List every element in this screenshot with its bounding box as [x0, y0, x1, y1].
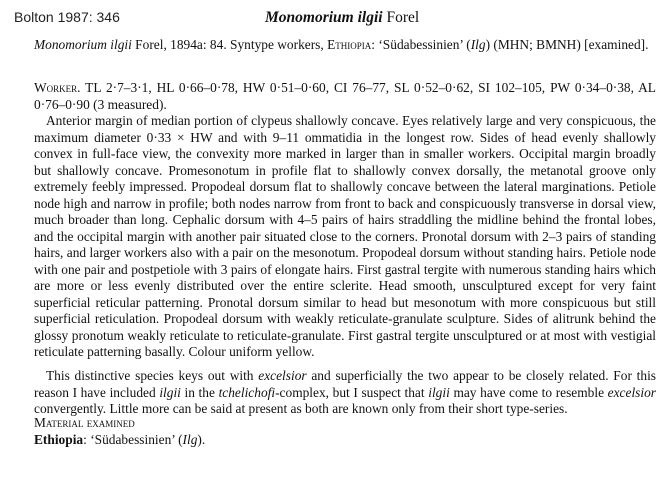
material-section — [34, 415, 656, 448]
discussion-excelsior-1: excelsior — [258, 368, 307, 383]
taxon-author: Forel — [386, 9, 420, 26]
citation-collector: Ilg — [470, 37, 486, 52]
worker-section — [34, 80, 656, 361]
material-locality: : ‘Südabessinien’ ( — [83, 431, 183, 447]
discussion-paragraph — [34, 368, 656, 418]
citation-name: Monomorium ilgii — [34, 37, 132, 52]
citation-locality: : ‘Südabessinien’ ( — [371, 37, 471, 52]
worker-description: Anterior margin of median portion of clypeus shallowly concave. Eyes relatively large and very conspicuous, the maximum diameter 0·33 × HW and with 9–11 ommatidia in the longest row. Sides of head evenly shallowly convex in full-face view, the convexity more marked in larger than in smaller workers. Occipital margin broadly but shallowly concave. Promesonotum in profile flat to shallowly convex dorsally, the metanotal groove only extremely feebly impressed. Propodeal dorsum flat to shallowly concave between the lateral marginations. Petiole node high and narrow in profile; both nodes narrow from front to back and conspicuously transverse in dorsal view, much broader than long. Cephalic dorsum with 4–5 pairs of hairs straddling the midline behind the frontal lobes, and the occipital margin with another pair situated close to the corners. Pronotal dorsum with 2–3 pairs of standing hairs, and larger workers also with a pair on the mesonotum. Propodeal dorsum without standing hairs. Petiole node with one pair and postpetiole with 3 pairs of elongate hairs. First gastral tergite with numerous standing hairs which are more or less evenly distributed over the entire sclerite. Head smooth, unsculptured except for very faint superficial reticular patterning. Pronotal dorsum similar to head but mesonotum with more conspicuous but still superficial reticulation. Propodeal dorsum with weakly reticulate-granulate sculpture. Sides of alitrunk behind the glossy pronotum weakly reticulate to reticulate-granulate. First gastral tergite unsculptured or at most with vestigial reticulate patterning basally. Colour uniform yellow. — [34, 113, 656, 359]
discussion-ilgii-2: ilgii — [428, 384, 450, 400]
worker-label: Worker — [34, 80, 78, 95]
citation-paragraph — [34, 37, 656, 54]
taxon-title — [265, 9, 419, 27]
citation-tail: ) (MHN; BMNH) [examined]. — [485, 37, 649, 52]
material-country: Ethiopia — [34, 431, 84, 447]
citation-text: Forel, 1894a: 84. Syntype workers, — [131, 37, 328, 52]
worker-measurements: . TL 2·7–3·1, HL 0·66–0·78, HW 0·51–0·60, CI 76–77, SL 0·52–0·62, SI 102–105, PW 0·34–0·38, AL 0·76–0·90 (3 measured). — [34, 80, 656, 112]
page-header — [0, 0, 671, 30]
discussion-text-1: This distinctive species keys out with — [46, 368, 259, 383]
discussion-text-4: -complex, but I suspect that — [275, 384, 429, 400]
material-heading: Material examined — [34, 415, 135, 430]
material-collector: Ilg — [182, 431, 198, 447]
material-tail: ). — [197, 431, 206, 447]
discussion-text-2: and superficially the two appear to be closely related. For this reason I have included — [34, 368, 657, 400]
source-reference: Bolton 1987: 346 — [14, 9, 120, 25]
discussion-complex: tchelichofi — [218, 384, 276, 400]
taxon-name: Monomorium ilgii — [265, 9, 383, 26]
discussion-text-6: convergently. Little more can be said at present as both are known only from their short type-series. — [34, 401, 568, 416]
discussion-text-5: may have come to resemble — [449, 384, 608, 400]
discussion-excelsior-2: excelsior — [607, 384, 657, 400]
discussion-ilgii-1: ilgii — [159, 384, 181, 400]
citation-region: Ethiopia — [327, 37, 372, 52]
discussion-text-3: in the — [180, 384, 219, 400]
